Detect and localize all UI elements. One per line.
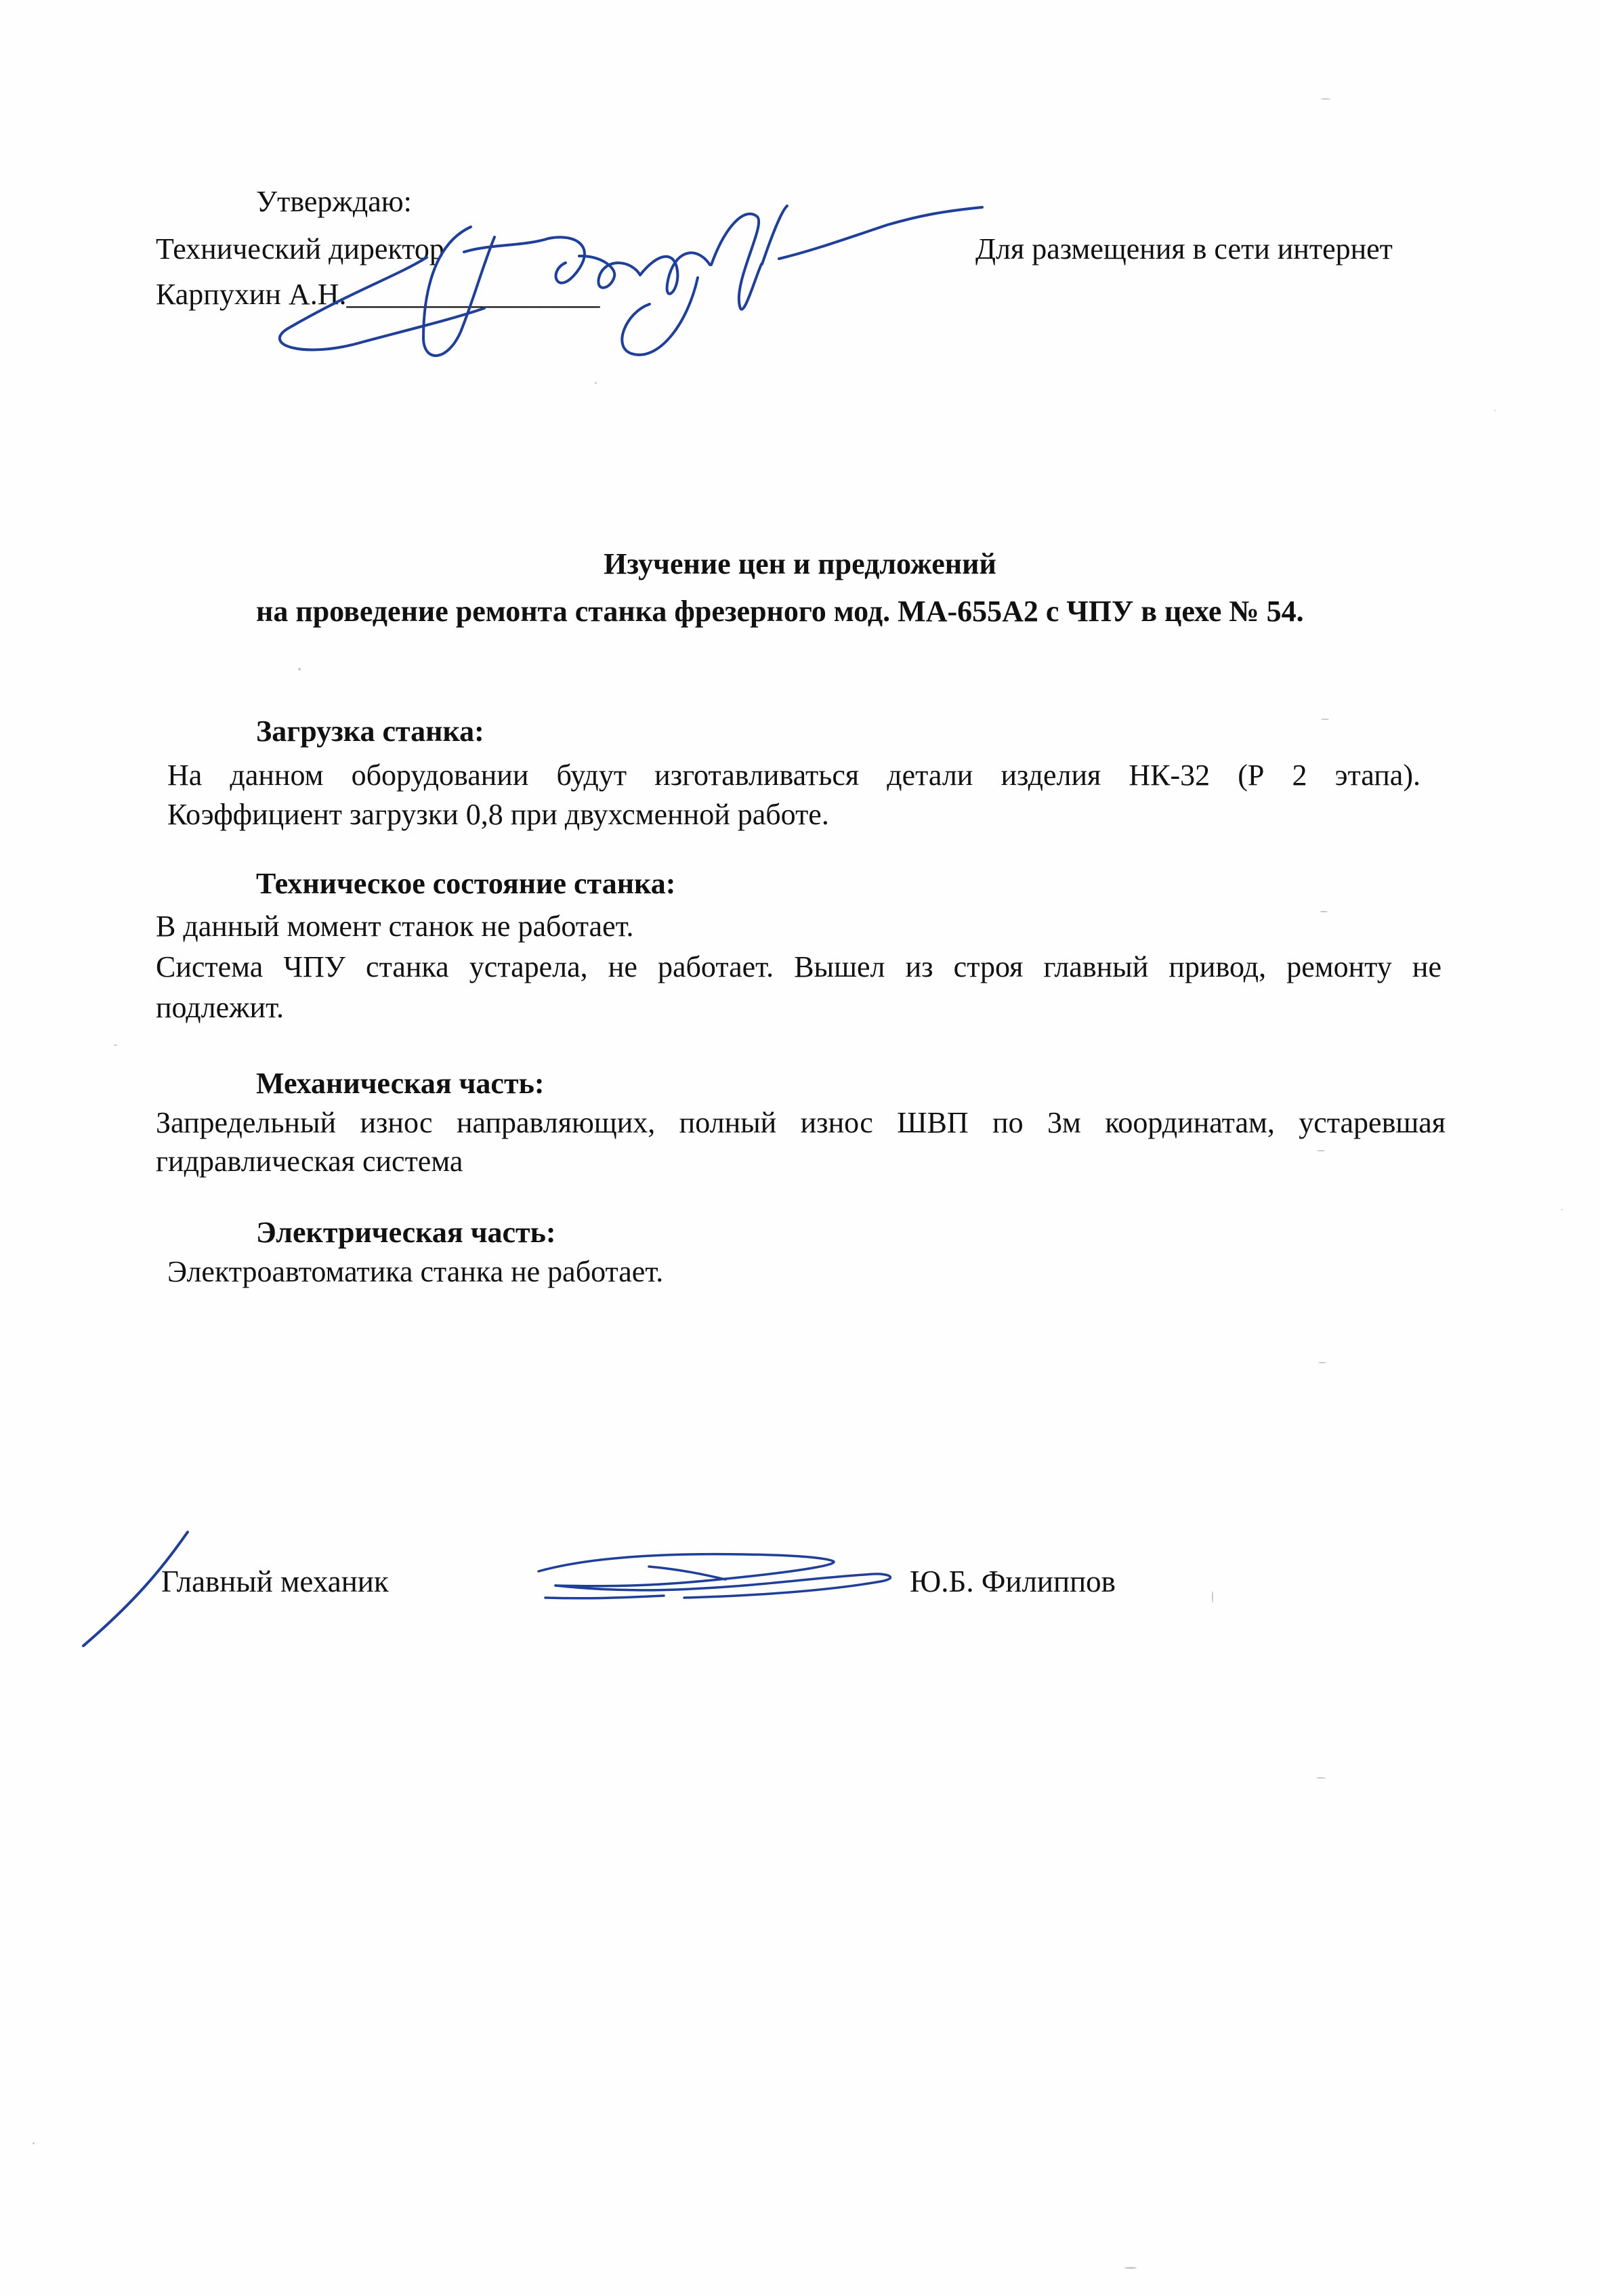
section-mechanical-heading: Механическая часть: (256, 1067, 545, 1100)
section-electrical-line1: Электроавтоматика станка не работает. (167, 1255, 664, 1288)
section-technical-line2: Система ЧПУ станка устарела, не работает. Вышел из строя главный привод, ремонту не (156, 950, 1441, 983)
section-mechanical-line2: гидравлическая система (156, 1145, 463, 1178)
approval-name: Карпухин А.Н. (156, 278, 347, 311)
section-load-line2: Коэффициент загрузки 0,8 при двухсменной работе. (167, 798, 829, 831)
scan-speck (33, 2142, 35, 2144)
chief-mechanic-name: Ю.Б. Филиппов (910, 1565, 1116, 1598)
section-technical-heading: Техническое состояние станка: (256, 867, 676, 900)
scan-speck (1321, 719, 1329, 720)
scan-speck (298, 668, 301, 671)
section-technical-line3: подлежит. (156, 991, 285, 1024)
scan-speck (1320, 911, 1328, 912)
scan-speck (1317, 1150, 1325, 1151)
section-technical-line1: В данный момент станок не работает. (156, 910, 634, 943)
chief-mechanic-signature (528, 1541, 908, 1615)
section-mechanical-line1: Запредельный износ направляющих, полный износ ШВП по 3м координатам, устаревшая (156, 1106, 1446, 1139)
scan-speck (114, 1044, 117, 1046)
section-load-heading: Загрузка станка: (256, 715, 484, 748)
section-load-line1: На данном оборудовании будут изготавливаться детали изделия НК-32 (Р 2 этапа). (167, 759, 1420, 792)
scan-speck (1321, 98, 1330, 100)
document-title-line2: на проведение ремонта станка фрезерного мод. МА-655А2 с ЧПУ в цехе № 54. (256, 595, 1304, 628)
publication-note: Для размещения в сети интернет (975, 232, 1393, 265)
side-pen-mark (81, 1531, 257, 1653)
approval-heading: Утверждаю: (256, 185, 412, 218)
scan-speck (1494, 410, 1496, 411)
scan-speck (1318, 1362, 1326, 1363)
scan-speck (1561, 1209, 1563, 1210)
chief-mechanic-position: Главный механик (161, 1565, 389, 1598)
scan-speck (1316, 1777, 1326, 1779)
scan-speck (595, 382, 597, 384)
director-signature (257, 190, 793, 379)
approval-position: Технический директор (156, 232, 444, 265)
scan-speck (1124, 2267, 1137, 2269)
approval-signature-line: _________________ (346, 278, 600, 311)
document-title-line1: Изучение цен и предложений (604, 547, 996, 580)
section-electrical-heading: Электрическая часть: (256, 1216, 556, 1249)
scan-speck (1212, 1591, 1213, 1603)
